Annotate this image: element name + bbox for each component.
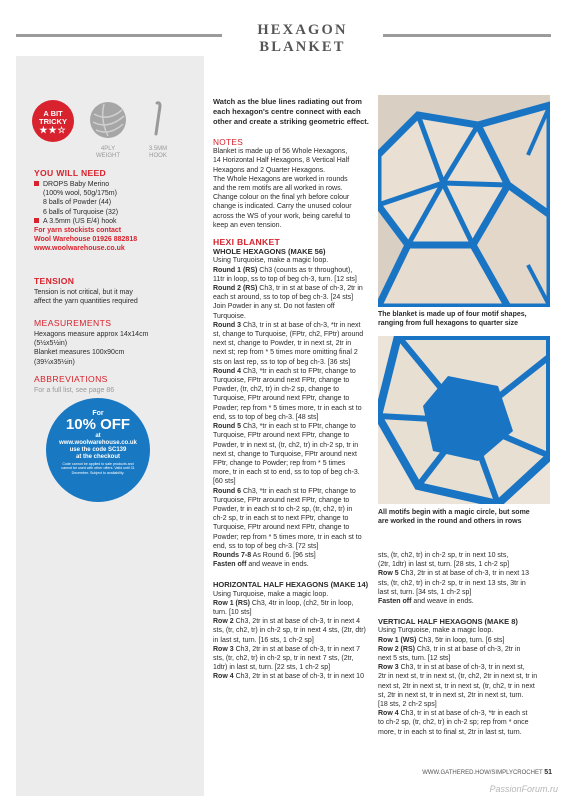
promo-code: use the code SC139 [69, 447, 127, 453]
vert-hex-line [378, 682, 558, 691]
vert-hex-step-text: Using Turquoise, make a magic loop. [378, 627, 494, 635]
whole-hex-line [213, 348, 373, 357]
vert-hex-step-label: Row 1 (WS) [378, 636, 417, 644]
whole-hex-step-text: Turquoise, FPtr around next FPtr, change to [213, 524, 350, 532]
measurement-blanket-in: (39¼x35½in) [34, 358, 75, 366]
whole-hex-step-text: Powder, tr in each st to ch-2 sp, (tr, ch2, tr) in [213, 505, 353, 513]
vert-hex-step-label: Row 3 [378, 664, 399, 672]
whole-hex-line [213, 413, 373, 422]
yarn-colour-2: 6 balls of Turquoise (32) [43, 208, 119, 216]
vertical-half-hexagons-pattern [378, 626, 558, 736]
header-rule-left [16, 34, 222, 37]
horiz-hex-step-text: sts, (tr, ch2, tr) in ch-2 sp, tr in next 7 sts, (2tr, [213, 654, 354, 662]
horiz-hex-step-label: Row 3 [213, 645, 234, 653]
lead-line: each hexagon's centre connect with each [213, 107, 361, 116]
whole-hex-step-text: Turquoise, FPtr around next FPtr, change to [213, 377, 350, 385]
horiz-hex-step-text: Ch3, 2tr in st at base of ch-3, tr in next 7 [233, 645, 361, 653]
vert-hex-line [378, 663, 558, 672]
whole-hex-step-text: [60 sts] [213, 478, 236, 486]
vert-hex-step-label: Row 2 (RS) [378, 645, 415, 653]
abbreviations-text [34, 386, 204, 395]
horiz-hex-step-label: Row 2 [213, 618, 234, 626]
measurements-text [34, 330, 204, 367]
measurements-heading: MEASUREMENTS [34, 318, 112, 328]
vert-hex-line [378, 700, 558, 709]
whole-hex-line [213, 330, 373, 339]
whole-hex-step-text: each st around, ss to top of beg ch-3. [24 sts] [213, 294, 354, 302]
vert-hex-line [378, 654, 558, 663]
hook-size-line2: HOOK [149, 153, 167, 159]
horiz-hex-step-text: turn. [10 sts] [213, 608, 252, 616]
lead-paragraph [213, 97, 373, 127]
notes-line: Blanket is made up of 56 Whole Hexagons, [213, 148, 348, 156]
promo-at: at [95, 433, 101, 439]
yarn-weight-line1: 4PLY [100, 146, 116, 152]
whole-hex-step-text: next st, change to Powder, tr in next st, 2tr in [213, 340, 352, 348]
hexi-blanket-heading: HEXI BLANKET [213, 237, 281, 248]
horiz-hex-line [213, 617, 373, 626]
whole-hex-line [213, 293, 373, 302]
whole-hex-line [213, 256, 373, 265]
horiz-hex-step-text: Ch3, 2tr in st at base of ch-3, tr in next 10 [233, 673, 364, 681]
horiz-hex-cont-line [378, 569, 558, 578]
lead-line: other and create a striking geometric effect. [213, 117, 369, 126]
whole-hex-step-label: Round 3 [213, 321, 241, 329]
caption-1-line-1: The blanket is made up of four motif shapes, [378, 311, 527, 318]
stockists-phone: Wool Warehouse 01926 882818 [34, 236, 138, 244]
vert-hex-line [378, 672, 558, 681]
whole-hex-step-label: Round 1 (RS) [213, 266, 258, 274]
whole-hex-step-text: 11tr in loop, ss to top of beg ch-3, turn. [12 sts] [213, 275, 357, 283]
yarn-detail: (100% wool, 50g/175m) [43, 190, 117, 198]
whole-hex-line [213, 422, 373, 431]
whole-hex-line [213, 542, 373, 551]
skill-badges [32, 100, 202, 170]
horiz-hex-cont-line [378, 597, 558, 606]
whole-hex-line [213, 312, 373, 321]
whole-hex-step-text: Turquoise, FPtr around next FPtr, change to [213, 496, 350, 504]
whole-hex-line [213, 385, 373, 394]
whole-hexagons-pattern [213, 256, 373, 569]
whole-hex-line [213, 404, 373, 413]
whole-hex-step-label: Rounds 7-8 [213, 551, 252, 559]
whole-hex-line [213, 284, 373, 293]
notes-heading: NOTES [213, 137, 244, 147]
promo-for: For [92, 410, 104, 417]
vert-hex-step-text: more, tr in each st to final st, 2tr in last st, turn. [378, 728, 522, 736]
horiz-hex-cont-step-text: and weave in ends. [411, 598, 474, 606]
hook-size-caption [138, 146, 178, 160]
whole-hex-line [213, 431, 373, 440]
whole-hex-line [213, 533, 373, 542]
crochet-hook-icon [148, 100, 168, 136]
horizontal-half-hexagons-pattern [213, 590, 373, 682]
watermark: PassionForum.ru [489, 784, 558, 794]
whole-hex-line [213, 505, 373, 514]
whole-hex-step-text: Ch3, *tr in each st to FPtr, change to [241, 367, 356, 375]
whole-hex-line [213, 560, 373, 569]
whole-hex-step-text: Using Turquoise, make a magic loop. [213, 257, 329, 265]
yarn-weight-caption [88, 146, 128, 160]
yarn-ball-icon [90, 102, 126, 138]
hook-size-line1: 3.5MM [148, 146, 168, 152]
page-title: HEXAGON BLANKET [257, 22, 348, 55]
whole-hex-step-text: Turquoise, FPtr around next FPtr, change to [213, 432, 350, 440]
vert-hex-line [378, 636, 558, 645]
notes-line: change is indicated. Carry the unused colour [213, 203, 352, 211]
notes-line: Hexagons and 2 Quarter Hexagons. [213, 166, 326, 174]
whole-hex-line [213, 302, 373, 311]
vert-hex-step-text: st, 2tr in next st, tr in next st, 2tr in next st, turn. [378, 691, 524, 699]
lead-line: Watch as the blue lines radiating out from [213, 97, 362, 106]
horiz-hex-line [213, 672, 373, 681]
whole-hex-step-text: Ch3 (counts as tr throughout), [257, 266, 353, 274]
photo-caption-1 [378, 310, 558, 328]
horiz-hex-step-label: Row 1 (RS) [213, 599, 250, 607]
vertical-half-hexagons-heading: VERTICAL HALF HEXAGONS (MAKE 8) [378, 617, 518, 627]
caption-1-line-2: ranging from full hexagons to quarter size [378, 320, 519, 327]
horiz-hex-step-text: 1dtr) in last st, turn. [22 sts, 1 ch-2 sp] [213, 664, 331, 672]
vert-hex-step-text: to ch-2 sp, (tr, ch2, tr) in ch-2 sp; rep from * once [378, 719, 529, 727]
horiz-hex-cont-line [378, 560, 558, 569]
promo-offer: 10% OFF [65, 416, 131, 433]
horiz-hex-step-text: Using Turquoise, make a magic loop. [213, 590, 329, 598]
caption-2-line-2: are worked in the round and others in rows [378, 518, 522, 525]
whole-hex-step-text: st, change to Turquoise, (FPtr, ch2, FPtr) around [213, 331, 364, 339]
horiz-hex-cont-step-text: sts, (tr, ch2, tr) in ch-2 sp, tr in next 13 sts, 3tr in [378, 579, 526, 587]
notes-text [213, 147, 373, 230]
tension-line-1: Tension is not critical, but it may [34, 289, 133, 296]
vert-hex-step-text: Ch3, tr in st at base of ch-3, *tr in each st [398, 710, 528, 718]
stockists-url[interactable]: www.woolwarehouse.co.uk [34, 245, 125, 253]
promo-site: www.woolwarehouse.co.uk [59, 440, 137, 446]
vert-hex-line [378, 645, 558, 654]
whole-hex-step-text: Turquoise, FPtr around next FPtr, change to [213, 395, 350, 403]
page-number: 51 [544, 769, 552, 776]
whole-hex-line [213, 321, 373, 330]
whole-hex-line [213, 496, 373, 505]
you-will-need-list [34, 180, 204, 254]
horiz-hex-step-text: Ch3, 4tr in loop, (ch2, 5tr in loop, [249, 599, 354, 607]
difficulty-badge [32, 100, 74, 142]
measurement-hexagon: Hexagons measure approx 14x14cm [34, 331, 149, 338]
whole-hex-line [213, 450, 373, 459]
horiz-hex-cont-line [378, 551, 558, 560]
horiz-hex-cont-step-label: Fasten off [378, 598, 412, 606]
horiz-hex-line [213, 663, 373, 672]
whole-hex-step-text: and weave in ends. [246, 561, 309, 569]
sidebar-panel [16, 56, 204, 796]
horiz-hex-step-text: Ch3, 2tr in st at base of ch-3, tr in next 4 [233, 618, 361, 626]
horiz-hex-cont-step-text: (2tr, 1dtr) in last st, turn. [28 sts, 1 ch-2 sp] [378, 561, 510, 569]
difficulty-line1: A BIT [43, 109, 63, 118]
whole-hex-step-text: Ch3, *tr in each st to FPtr, change to [241, 487, 356, 495]
whole-hexagons-heading: WHOLE HEXAGONS (MAKE 56) [213, 247, 326, 257]
page-header [0, 22, 566, 55]
notes-line: The Whole Hexagons are worked in rounds [213, 175, 348, 183]
whole-hex-line [213, 275, 373, 284]
vert-hex-line [378, 728, 558, 737]
whole-hex-step-label: Round 2 (RS) [213, 285, 258, 293]
vert-hex-step-label: Row 4 [378, 710, 399, 718]
tension-line-2: affect the yarn quantities required [34, 298, 138, 306]
horizontal-half-hexagons-heading: HORIZONTAL HALF HEXAGONS (MAKE 14) [213, 580, 369, 590]
horiz-hex-line [213, 626, 373, 635]
vert-hex-step-text: Ch3, tr in st at base of ch-3, 2tr in [414, 645, 521, 653]
whole-hex-line [213, 441, 373, 450]
whole-hex-step-text: Powder; rep from * 5 times more, tr in each st to [213, 533, 362, 541]
whole-hex-step-text: more, tr in each st to end, ss to top of beg ch-3. [213, 469, 360, 477]
whole-hex-line [213, 376, 373, 385]
whole-hex-line [213, 523, 373, 532]
horiz-hex-line [213, 654, 373, 663]
measurement-hexagon-in: (5½x5½in) [34, 340, 68, 348]
whole-hex-step-text: end, ss to top of beg ch-3. [48 sts] [213, 413, 319, 421]
horiz-hex-line [213, 645, 373, 654]
whole-hex-step-text: Ch3, tr in st at base of ch-3, *tr in next [241, 321, 361, 329]
abbreviations-heading: ABBREVIATIONS [34, 374, 108, 384]
caption-2-line-1: All motifs begin with a magic circle, but some [378, 509, 530, 516]
whole-hex-line [213, 487, 373, 496]
tension-text [34, 288, 204, 306]
vert-hex-step-text: 2tr in next st, tr in next st, (tr, ch2, 2tr in next st, tr in [378, 673, 538, 681]
blanket-photo-bottom [378, 336, 550, 504]
whole-hex-step-text: Join Powder in any st. Do not fasten off [213, 303, 335, 311]
horiz-hex-cont-step-label: Row 5 [378, 570, 399, 578]
abbreviations-note: For a full list, see page 86 [34, 387, 115, 394]
vert-hex-step-text: Ch3, tr in st at base of ch-3, tr in next st, [398, 664, 525, 672]
discount-promo-badge[interactable] [46, 398, 150, 502]
vert-hex-step-text: Ch3, 5tr in loop, turn. [6 sts] [416, 636, 505, 644]
whole-hex-line [213, 514, 373, 523]
horiz-hex-step-text: in last st, turn. [16 sts, 1 ch-2 sp] [213, 636, 314, 644]
whole-hex-step-label: Round 5 [213, 423, 241, 431]
whole-hex-line [213, 358, 373, 367]
vert-hex-step-text: [18 sts, 2 ch-2 sps] [378, 701, 437, 709]
horizontal-half-hexagons-continued [378, 551, 558, 606]
tension-heading: TENSION [34, 276, 75, 286]
whole-hex-step-label: Round 6 [213, 487, 241, 495]
yarn-name: DROPS Baby Merino [43, 181, 110, 188]
whole-hex-line [213, 551, 373, 560]
promo-terms: Code cannot be applied to sale products and cannot be used with other offers. Valid until 31 December. Subject to availability. [61, 462, 135, 475]
horiz-hex-step-text: sts, (tr, ch2, tr) in ch-2 sp, tr in next 4 sts, (2tr, dtr) [213, 627, 366, 635]
right-column-text [378, 551, 558, 737]
blanket-photo-top [378, 95, 550, 307]
whole-hex-step-text: Powder, tr in next st, (tr, ch2, tr) in ch-2 sp, tr in [213, 441, 359, 449]
whole-hex-line [213, 367, 373, 376]
notes-line: and the rem motifs are all worked in rows. [213, 185, 343, 193]
horiz-hex-cont-step-text: last st, turn. [34 sts, 1 ch-2 sp] [378, 588, 472, 596]
whole-hex-line [213, 339, 373, 348]
whole-hex-line [213, 468, 373, 477]
whole-hex-step-label: Fasten off [213, 561, 247, 569]
measurement-blanket: Blanket measures 100x90cm [34, 349, 125, 357]
horiz-hex-cont-step-text: sts, (tr, ch2, tr) in ch-2 sp, tr in next 10 sts, [378, 552, 509, 559]
promo-checkout: at the checkout [75, 454, 120, 460]
whole-hex-step-label: Round 4 [213, 367, 241, 375]
footer-url[interactable]: WWW.GATHERED.HOW/SIMPLYCROCHET [422, 770, 543, 776]
whole-hex-step-text: sts on last rep, ss to top of beg ch-3. [36 sts] [213, 358, 351, 366]
vert-hex-step-text: next 5 sts, turn. [12 sts] [378, 655, 451, 663]
whole-hex-step-text: Powder, (tr, ch2, tr) in ch-2 sp, change to [213, 386, 340, 394]
horiz-hex-line [213, 599, 373, 608]
photo-caption-2 [378, 508, 558, 526]
page-footer [370, 769, 552, 776]
whole-hex-step-text: Turquoise. [213, 312, 246, 320]
horiz-hex-cont-line [378, 579, 558, 588]
vert-hex-line [378, 718, 558, 727]
whole-hex-step-text: end, ss to top of beg ch-3. [72 sts] [213, 542, 319, 550]
difficulty-stars: ★★☆ [39, 125, 67, 135]
difficulty-line2: TRICKY [39, 117, 67, 126]
whole-hex-step-text: Ch3, *tr in each st to FPtr, change to [241, 423, 356, 431]
whole-hex-step-text: next st, change to Turquoise, FPtr around next [213, 450, 357, 458]
notes-line: keep an even tension. [213, 221, 282, 229]
whole-hex-step-text: ch-2 sp, tr in each st to next FPtr, change to [213, 515, 349, 523]
vert-hex-step-text: next st, 2tr in next st, tr in next st, (tr, ch2, tr in next [378, 682, 535, 690]
horiz-hex-cont-line [378, 588, 558, 597]
horiz-hex-line [213, 590, 373, 599]
you-will-need-heading: YOU WILL NEED [34, 168, 107, 178]
whole-hex-line [213, 459, 373, 468]
whole-hex-line [213, 477, 373, 486]
whole-hex-line [213, 266, 373, 275]
horiz-hex-line [213, 636, 373, 645]
whole-hex-step-text: Powder; rep from * 5 times more, tr in each st to [213, 404, 362, 412]
header-rule-right [383, 34, 551, 37]
whole-hex-step-text: FPtr, change to Powder; rep from * 5 times [213, 459, 346, 467]
whole-hex-step-text: next st; rep from * 5 times more omitting final 2 [213, 349, 358, 357]
yarn-weight-line2: WEIGHT [96, 153, 120, 159]
yarn-colour-1: 8 balls of Powder (44) [43, 199, 112, 207]
whole-hex-step-text: As Round 6. [96 sts] [251, 551, 316, 559]
main-column [213, 97, 373, 682]
notes-line: across the WS of your work, being careful to [213, 212, 351, 220]
vert-hex-line [378, 691, 558, 700]
notes-line: Change colour on the final yrh before colour [213, 194, 350, 202]
whole-hex-line [213, 394, 373, 403]
notes-line: 14 Horizontal Half Hexagons, 8 Vertical Half [213, 157, 350, 165]
vert-hex-line [378, 709, 558, 718]
stockists-line-1: For yarn stockists contact [34, 227, 122, 235]
whole-hex-step-text: Ch3, tr in st at base of ch-3, 2tr in [257, 285, 363, 293]
horiz-hex-cont-step-text: Ch3, 2tr in st at base of ch-3, tr in next 13 [398, 570, 529, 578]
vert-hex-line [378, 626, 558, 635]
horiz-hex-line [213, 608, 373, 617]
horiz-hex-step-label: Row 4 [213, 673, 234, 681]
hook-requirement: A 3.5mm (US E/4) hook [43, 217, 117, 225]
